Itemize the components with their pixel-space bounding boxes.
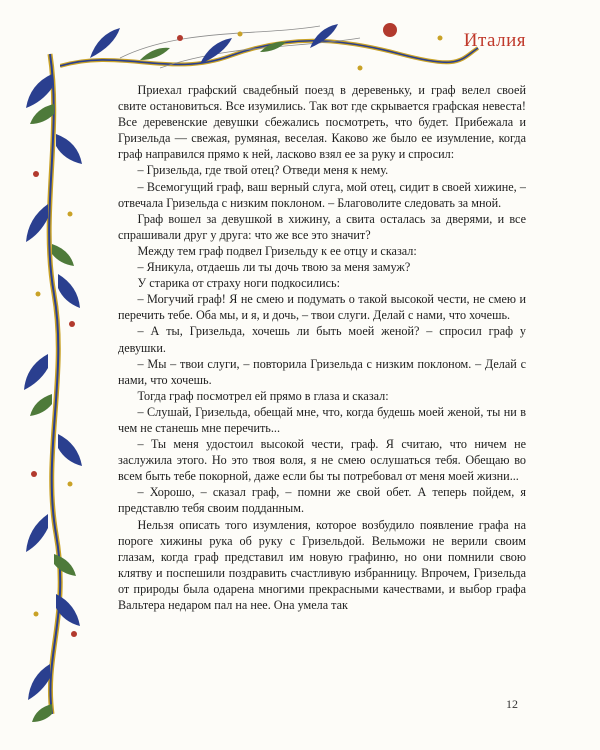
paragraph: – Хорошо, – сказал граф, – помни же свой обет. А теперь пойдем, я представлю тебя своим подданным. [118, 485, 526, 516]
paragraph: Нельзя описать того изумления, которое возбудило появление графа на пороге хижины рука об руку с Гризельдой. Вельможи не верили своим глазам, когда граф представил им новую графиню, но они помнили свою клятву и поспешили поздравить счастливую избранницу. Впрочем, Гризельда от природы была одарена многими прекрасными качествами, и выбор графа Вальтера недаром пал на нее. Она умела так [118, 517, 526, 612]
top-ornamental-border [60, 8, 480, 88]
paragraph: – Слушай, Гризельда, обещай мне, что, когда будешь моей женой, ты ни в чем не станешь мне перечить... [118, 404, 526, 435]
paragraph: Тогда граф посмотрел ей прямо в глаза и сказал: [137, 388, 389, 403]
paragraph: – Яникула, отдаешь ли ты дочь твою за меня замуж? [137, 260, 411, 275]
paragraph: – А ты, Гризельда, хочешь ли быть моей женой? – спросил граф у девушки. [118, 324, 526, 355]
paragraph: Между тем граф подвел Гризельду к ее отцу и сказал: [137, 243, 417, 258]
left-ornamental-border [22, 14, 86, 736]
section-title: Италия [463, 30, 526, 51]
paragraph: – Всемогущий граф, ваш верный слуга, мой отец, сидит в своей хижине, – отвечала Гризельда с низким поклоном. – Благоволите следовать за мной. [118, 179, 526, 210]
paragraph: – Могучий граф! Я не смею и подумать о такой высокой чести, не смею и перечить тебе. Оба мы, и я, и дочь, – твои слуги. Делай с нами, что хочешь. [118, 292, 526, 323]
paragraph: – Мы – твои слуги, – повторила Гризельда с низким поклоном. – Делай с нами, что хочешь. [118, 356, 526, 387]
paragraph: Приехал графский свадебный поезд в деревеньку, и граф велел своей свите остановиться. Все изумились. Так вот где скрывается графская невеста! Все деревенские девушки сбежались посмотреть, что будет. Прибежала и Гризельда — свежая, румяная, веселая. Каково же было ее изумление, когда граф направился прямо к ней, ласково взял ее за руку и спросил: [118, 83, 526, 162]
paragraph: Граф вошел за девушкой в хижину, а свита осталась за дверями, и все спрашивали друг у друга: что же все это значит? [118, 211, 526, 242]
paragraph: У старика от страху ноги подкосились: [137, 276, 340, 291]
page-number: 12 [506, 697, 518, 711]
paragraph: – Ты меня удостоил высокой чести, граф. Я считаю, что ничем не заслужила этого. Но это твоя воля, я не смею ослушаться тебя. Обещаю во всем быть тебе покорной, даже если бы ты потребовал от меня моей жизни... [118, 437, 526, 484]
paragraph: – Гризельда, где твой отец? Отведи меня к нему. [137, 163, 389, 178]
body-text [118, 82, 526, 682]
